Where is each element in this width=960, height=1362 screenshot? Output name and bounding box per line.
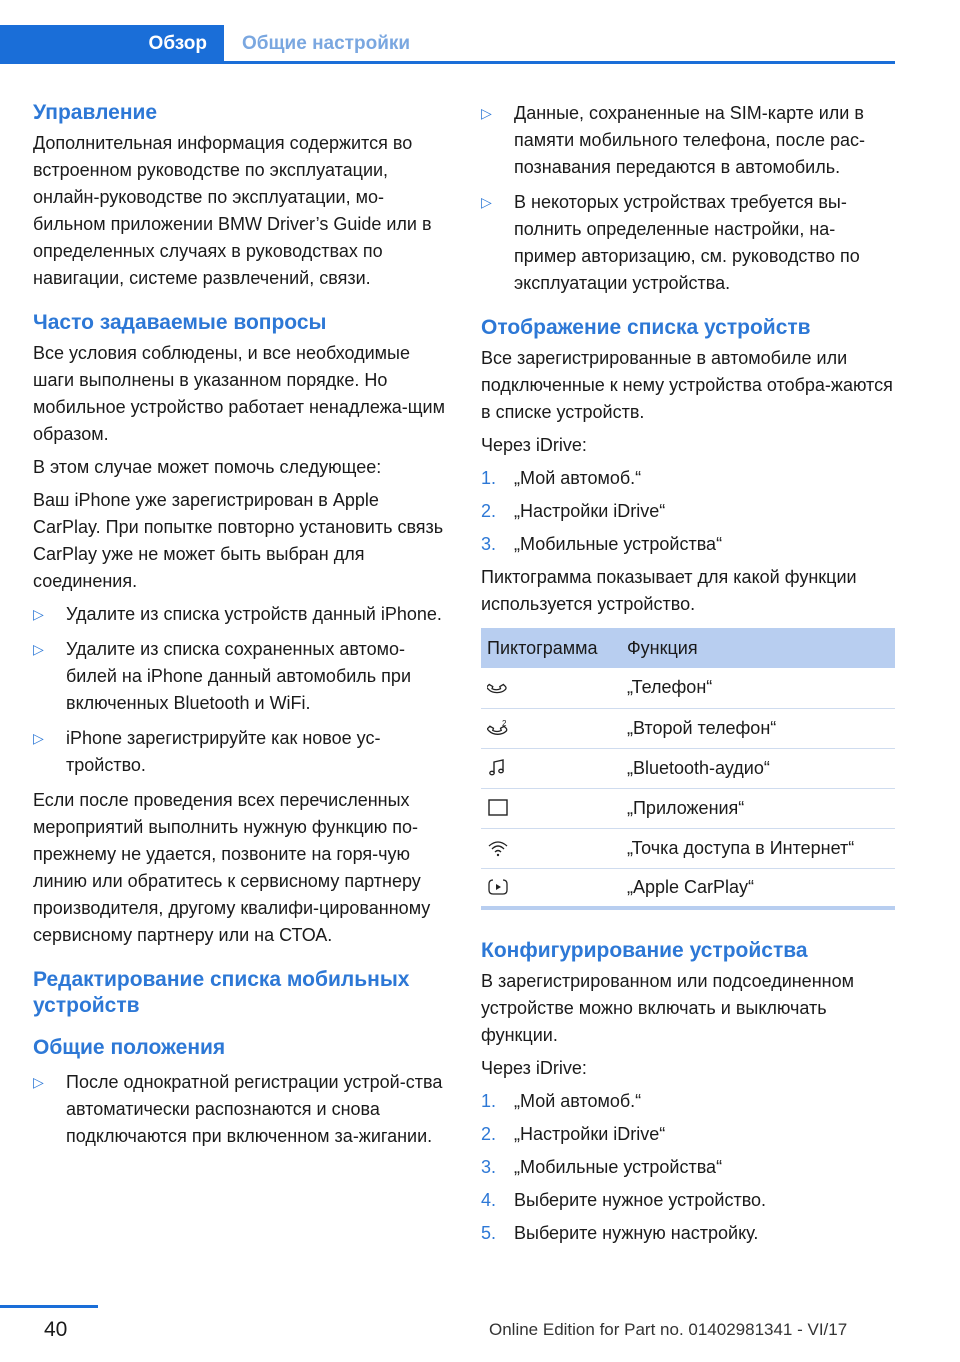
table-header-icon: Пиктограмма <box>481 628 611 668</box>
triangle-bullet-icon: ▷ <box>33 1074 44 1090</box>
list-item: 1. „Мой автомоб.“ <box>481 1091 642 1111</box>
table-header-row <box>481 628 895 668</box>
heading-control: Управление <box>33 101 158 124</box>
heading-device-list: Отображение списка устройств <box>481 316 811 339</box>
icon-function-table <box>481 628 895 910</box>
list-item: ▷ Удалите из списка сохраненных автомо-билей на iPhone данный автомобиль при включенных Bluetooth и WiFi. <box>33 636 448 717</box>
section-control <box>33 100 448 292</box>
list-item: 5. Выберите нужную настройку. <box>481 1223 759 1243</box>
page-number: 40 <box>44 1318 68 1341</box>
header-tab-overview[interactable]: Обзор <box>0 25 224 62</box>
section-device-list <box>481 315 895 910</box>
triangle-bullet-icon: ▷ <box>481 194 492 210</box>
header-divider <box>0 61 895 64</box>
heading-configure-device: Конфигурирование устройства <box>481 939 808 962</box>
carplay-icon <box>487 877 611 897</box>
configure-steps <box>481 1088 895 1247</box>
list-item: 4. Выберите нужное устройство. <box>481 1190 767 1210</box>
general-bullet-list-cont <box>481 100 895 297</box>
music-note-icon <box>487 758 611 778</box>
heading-edit-list: Редактирование списка мобильных устройств <box>33 968 410 1017</box>
triangle-bullet-icon: ▷ <box>481 105 492 121</box>
section-configure-device <box>481 938 895 1247</box>
triangle-bullet-icon: ▷ <box>33 730 44 746</box>
apps-icon <box>487 798 611 818</box>
faq-text-3: Ваш iPhone уже зарегистрирован в Apple CarPlay. При попытке повторно установить связь CarPlay уже не может быть выбран для соединения. <box>33 490 444 591</box>
list-item: 3. „Мобильные устройства“ <box>481 1157 723 1177</box>
table-row: 2 „Второй телефон“ <box>481 708 895 748</box>
list-item: ▷ Удалите из списка устройств данный iPhone. <box>33 601 448 628</box>
table-header-function: Функция <box>611 628 895 668</box>
section-general <box>33 1035 448 1150</box>
list-item: ▷ iPhone зарегистрируйте как новое ус-тройство. <box>33 725 448 779</box>
triangle-bullet-icon: ▷ <box>33 641 44 657</box>
table-row: „Bluetooth-аудио“ <box>481 748 895 788</box>
table-row: „Точка доступа в Интернет“ <box>481 828 895 868</box>
list-item: 1. „Мой автомоб.“ <box>481 468 642 488</box>
faq-text-1: Все условия соблюдены, и все необходимые шаги выполнены в указанном порядке. Но мобильное устройство работает ненадлежа-щим образом. <box>33 343 445 444</box>
table-row: „Приложения“ <box>481 788 895 828</box>
header-tab-general-settings[interactable]: Общие настройки <box>242 32 411 54</box>
list-item: 2. „Настройки iDrive“ <box>481 1124 666 1144</box>
list-item: 2. „Настройки iDrive“ <box>481 501 666 521</box>
table-row: „Телефон“ <box>481 668 895 708</box>
svg-text:2: 2 <box>502 719 507 728</box>
left-column <box>33 100 448 1158</box>
device-list-text: Все зарегистрированные в автомобиле или подключенные к нему устройства отобра-жаются в списке устройств. <box>481 348 893 422</box>
general-bullet-list <box>33 1069 448 1150</box>
section-edit-list <box>33 967 448 1019</box>
second-phone-icon <box>487 718 611 738</box>
list-item: 3. „Мобильные устройства“ <box>481 534 723 554</box>
footer-divider <box>0 1305 98 1308</box>
list-item: ▷ Данные, сохраненные на SIM-карте или в памяти мобильного телефона, после рас-познавания передаются в автомобиль. <box>481 100 895 181</box>
edition-text: Online Edition for Part no. 01402981341 - VI/17 <box>489 1320 848 1339</box>
faq-text-4: Если после проведения всех перечисленных мероприятий выполнить нужную функцию по-прежнему не удается, позвоните на горя-чую линию или обратитесь к сервисному партнеру производителя, другому квалифи-цированному сервисному партнеру или на СТОА. <box>33 790 431 945</box>
list-item: ▷ В некоторых устройствах требуется вы-полнить определенные настройки, на-пример авторизацию, см. руководство по эксплуатации устройства. <box>481 189 895 297</box>
table-row: „Apple CarPlay“ <box>481 868 895 908</box>
wifi-hotspot-icon <box>487 838 611 858</box>
heading-faq: Часто задаваемые вопросы <box>33 311 327 334</box>
control-text: Дополнительная информация содержится во встроенном руководстве по эксплуатации, онлайн-руководстве по эксплуатации, мо-бильном приложении BMW Driver’s Guide или в определенных случаях в руководствах по навигации, системе развлечений, связи. <box>33 133 432 288</box>
triangle-bullet-icon: ▷ <box>33 606 44 622</box>
section-faq <box>33 310 448 949</box>
list-item: ▷ После однократной регистрации устрой-ства автоматически распознаются и снова подключаются при включенном за-жигании. <box>33 1069 448 1150</box>
right-column <box>481 100 895 1253</box>
phone-icon <box>487 678 611 698</box>
faq-bullet-list <box>33 601 448 779</box>
configure-text: В зарегистрированном или подсоединенном устройстве можно включать и выключать функции. <box>481 971 854 1045</box>
configure-via: Через iDrive: <box>481 1058 587 1078</box>
device-list-via: Через iDrive: <box>481 435 587 455</box>
device-list-after: Пиктограмма показывает для какой функции используется устройство. <box>481 567 857 614</box>
heading-general: Общие положения <box>33 1036 226 1059</box>
device-list-steps <box>481 465 895 558</box>
page-header <box>0 0 960 62</box>
faq-text-2: В этом случае может помочь следующее: <box>33 457 382 477</box>
